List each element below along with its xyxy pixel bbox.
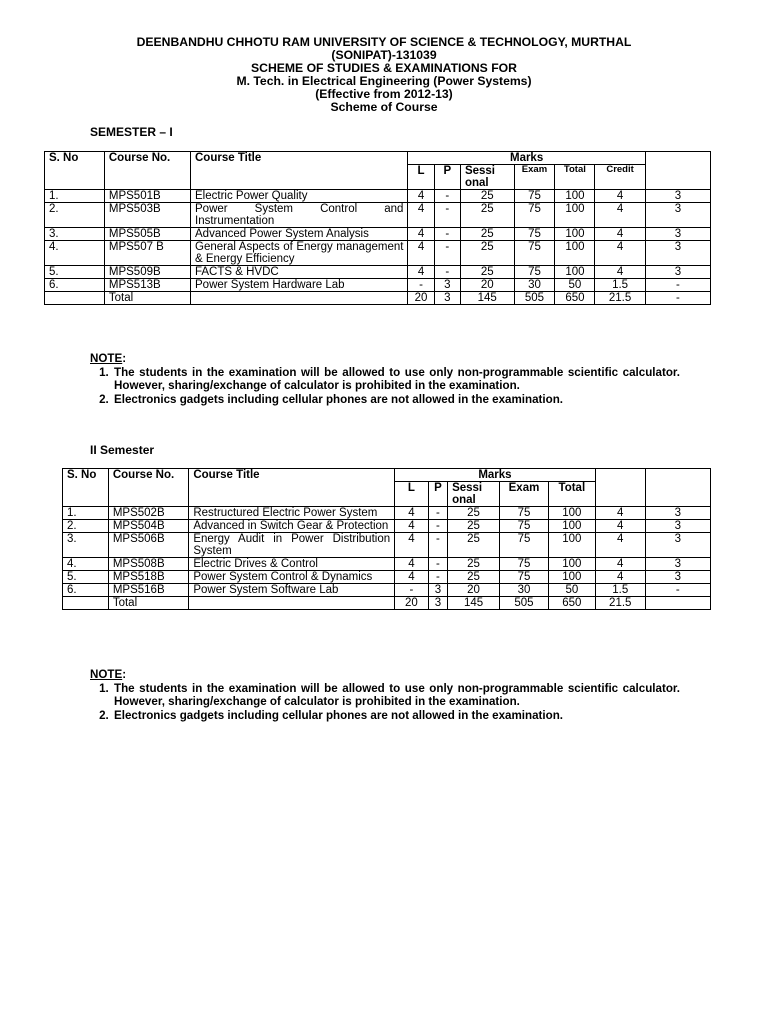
cell-duration: - — [645, 279, 710, 292]
cell-title: Advanced Power System Analysis — [191, 228, 408, 241]
cell-code: MPS509B — [104, 266, 190, 279]
col-sessional: Sessi onal — [460, 165, 514, 190]
cell-l: 4 — [395, 571, 429, 584]
cell-title: Electric Drives & Control — [189, 558, 395, 571]
cell-duration: 3 — [645, 507, 710, 520]
total-exam: 505 — [500, 597, 549, 610]
table-row — [45, 203, 711, 228]
cell-l: 4 — [408, 203, 434, 228]
scheme-of-course: Scheme of Course — [330, 100, 438, 114]
col-credit: Credit — [595, 165, 645, 190]
col-exam: Exam — [500, 482, 549, 507]
cell-duration: 3 — [645, 228, 710, 241]
cell-credit: 4 — [595, 571, 645, 584]
table-row — [63, 558, 711, 571]
cell-title: Power System Hardware Lab — [191, 279, 408, 292]
table-row — [63, 571, 711, 584]
cell-exam: 75 — [500, 571, 549, 584]
cell-credit: 4 — [595, 190, 645, 203]
cell-p: - — [434, 266, 460, 279]
empty-cell — [45, 292, 105, 305]
cell-total: 100 — [555, 228, 595, 241]
total-l: 20 — [395, 597, 429, 610]
cell-total: 100 — [548, 558, 595, 571]
cell-p: - — [434, 190, 460, 203]
total-sessional: 145 — [460, 292, 514, 305]
col-total: Total — [555, 165, 595, 190]
cell-exam: 75 — [514, 203, 555, 228]
cell-code: MPS503B — [104, 203, 190, 228]
cell-p: - — [434, 241, 460, 266]
table-row — [45, 266, 711, 279]
table-row — [45, 190, 711, 203]
total-p: 3 — [434, 292, 460, 305]
col-sessional: Sessi onal — [448, 482, 500, 507]
cell-code: MPS518B — [108, 571, 188, 584]
note-1-item-1: 1. The students in the examination will be allowed to use only non-programmable scientific calculator. However, sharing/exchange of calculator is prohibited in the examination. — [112, 366, 680, 393]
cell-title: Energy Audit in Power Distribution System — [189, 533, 395, 558]
cell-code: MPS513B — [104, 279, 190, 292]
cell-p: - — [428, 507, 447, 520]
cell-total: 50 — [548, 584, 595, 597]
empty-cell — [189, 597, 395, 610]
cell-title: Electric Power Quality — [191, 190, 408, 203]
cell-sessional: 25 — [448, 520, 500, 533]
cell-sno: 2. — [63, 520, 109, 533]
cell-exam: 75 — [514, 190, 555, 203]
total-duration: - — [645, 292, 710, 305]
cell-p: 3 — [434, 279, 460, 292]
cell-total: 100 — [555, 266, 595, 279]
col-l: L — [395, 482, 429, 507]
cell-credit: 4 — [595, 228, 645, 241]
cell-sessional: 25 — [460, 228, 514, 241]
note-1-heading: NOTE — [90, 352, 123, 365]
cell-l: 4 — [395, 507, 429, 520]
note-2-item-2: 2. Electronics gadgets including cellular phones are not allowed in the examination. — [112, 709, 680, 723]
cell-l: 4 — [408, 228, 434, 241]
total-credit: 21.5 — [595, 292, 645, 305]
semester-2-title: II Semester — [90, 443, 155, 457]
table-row — [63, 584, 711, 597]
col-total: Total — [548, 482, 595, 507]
cell-duration: 3 — [645, 190, 710, 203]
note-1-item-2: 2. Electronics gadgets including cellular phones are not allowed in the examination. — [112, 393, 680, 407]
col-sno: S. No — [63, 469, 109, 507]
total-row — [45, 292, 711, 305]
cell-sno: 4. — [63, 558, 109, 571]
cell-title: Power System Control and Instrumentation — [191, 203, 408, 228]
total-total: 650 — [548, 597, 595, 610]
cell-duration: - — [645, 584, 710, 597]
cell-sno: 5. — [45, 266, 105, 279]
cell-code: MPS501B — [104, 190, 190, 203]
col-sno: S. No — [45, 152, 105, 190]
cell-total: 100 — [555, 190, 595, 203]
cell-sessional: 25 — [448, 533, 500, 558]
cell-exam: 30 — [500, 584, 549, 597]
total-credit: 21.5 — [595, 597, 645, 610]
document-header — [0, 36, 768, 114]
cell-title: General Aspects of Energy management & Energy Efficiency — [191, 241, 408, 266]
cell-duration: 3 — [645, 241, 710, 266]
cell-exam: 75 — [500, 507, 549, 520]
cell-exam: 75 — [500, 533, 549, 558]
cell-l: - — [395, 584, 429, 597]
cell-credit: 4 — [595, 558, 645, 571]
cell-title: Restructured Electric Power System — [189, 507, 395, 520]
cell-credit: 1.5 — [595, 279, 645, 292]
university-location: (SONIPAT)-131039 — [331, 48, 437, 62]
cell-duration: 3 — [645, 533, 710, 558]
cell-l: - — [408, 279, 434, 292]
col-course-no: Course No. — [104, 152, 190, 190]
university-name: DEENBANDHU CHHOTU RAM UNIVERSITY OF SCIENCE & TECHNOLOGY, MURTHAL — [136, 35, 632, 49]
cell-exam: 75 — [500, 558, 549, 571]
cell-sno: 2. — [45, 203, 105, 228]
note-2 — [90, 668, 680, 722]
cell-l: 4 — [395, 520, 429, 533]
table-row — [45, 228, 711, 241]
total-sessional: 145 — [448, 597, 500, 610]
total-total: 650 — [555, 292, 595, 305]
total-exam: 505 — [514, 292, 555, 305]
total-duration — [645, 597, 710, 610]
cell-credit: 4 — [595, 266, 645, 279]
cell-l: 4 — [395, 558, 429, 571]
empty-cell — [63, 597, 109, 610]
cell-duration: 3 — [645, 558, 710, 571]
col-exam: Exam — [514, 165, 555, 190]
total-p: 3 — [428, 597, 447, 610]
cell-sessional: 20 — [460, 279, 514, 292]
cell-title: Power System Control & Dynamics — [189, 571, 395, 584]
table-header-row — [45, 152, 711, 165]
effective-date: (Effective from 2012-13) — [315, 87, 453, 101]
cell-credit: 4 — [595, 241, 645, 266]
cell-total: 100 — [555, 203, 595, 228]
col-marks: Marks — [395, 469, 596, 482]
cell-p: 3 — [428, 584, 447, 597]
total-label: Total — [108, 597, 188, 610]
cell-code: MPS507 B — [104, 241, 190, 266]
table-row — [63, 507, 711, 520]
note-2-colon: : — [122, 668, 127, 681]
cell-sno: 4. — [45, 241, 105, 266]
cell-exam: 75 — [500, 520, 549, 533]
empty-cell — [191, 292, 408, 305]
cell-credit: 4 — [595, 203, 645, 228]
cell-credit: 4 — [595, 520, 645, 533]
cell-l: 4 — [395, 533, 429, 558]
table-row — [45, 279, 711, 292]
cell-credit: 4 — [595, 533, 645, 558]
cell-total: 100 — [548, 520, 595, 533]
cell-total: 100 — [548, 571, 595, 584]
cell-l: 4 — [408, 190, 434, 203]
cell-p: - — [434, 228, 460, 241]
table-row — [63, 520, 711, 533]
col-marks: Marks — [408, 152, 645, 165]
note-2-heading: NOTE — [90, 668, 123, 681]
cell-l: 4 — [408, 266, 434, 279]
cell-total: 100 — [548, 507, 595, 520]
col-p: P — [428, 482, 447, 507]
cell-sessional: 25 — [448, 507, 500, 520]
cell-code: MPS506B — [108, 533, 188, 558]
semester-1-table — [44, 151, 711, 305]
cell-exam: 75 — [514, 266, 555, 279]
cell-credit: 1.5 — [595, 584, 645, 597]
cell-sno: 6. — [45, 279, 105, 292]
total-row — [63, 597, 711, 610]
col-p: P — [434, 165, 460, 190]
total-l: 20 — [408, 292, 434, 305]
cell-code: MPS502B — [108, 507, 188, 520]
cell-code: MPS508B — [108, 558, 188, 571]
cell-sessional: 25 — [460, 266, 514, 279]
cell-p: - — [428, 571, 447, 584]
program-name: M. Tech. in Electrical Engineering (Power Systems) — [236, 74, 532, 88]
cell-credit: 4 — [595, 507, 645, 520]
cell-duration: 3 — [645, 571, 710, 584]
note-2-item-1: 1. The students in the examination will be allowed to use only non-programmable scientific calculator. However, sharing/exchange of calculator is prohibited in the examination. — [112, 682, 680, 709]
cell-p: - — [428, 558, 447, 571]
cell-code: MPS504B — [108, 520, 188, 533]
cell-total: 50 — [555, 279, 595, 292]
cell-p: - — [434, 203, 460, 228]
cell-p: - — [428, 520, 447, 533]
semester-2-table — [62, 468, 711, 610]
cell-sno: 1. — [63, 507, 109, 520]
cell-duration: 3 — [645, 266, 710, 279]
cell-sno: 3. — [63, 533, 109, 558]
cell-sno: 5. — [63, 571, 109, 584]
cell-sno: 6. — [63, 584, 109, 597]
table-header-row — [63, 469, 711, 482]
cell-l: 4 — [408, 241, 434, 266]
col-course-title: Course Title — [191, 152, 408, 190]
semester-1-title: SEMESTER – I — [90, 125, 173, 139]
cell-sno: 1. — [45, 190, 105, 203]
cell-p: - — [428, 533, 447, 558]
col-course-no: Course No. — [108, 469, 188, 507]
table-row — [45, 241, 711, 266]
cell-code: MPS505B — [104, 228, 190, 241]
cell-sessional: 25 — [460, 203, 514, 228]
cell-title: Advanced in Switch Gear & Protection — [189, 520, 395, 533]
note-1-colon: : — [122, 352, 127, 365]
cell-duration: 3 — [645, 203, 710, 228]
cell-code: MPS516B — [108, 584, 188, 597]
cell-sessional: 25 — [448, 571, 500, 584]
cell-exam: 75 — [514, 228, 555, 241]
cell-exam: 30 — [514, 279, 555, 292]
cell-sessional: 25 — [448, 558, 500, 571]
cell-exam: 75 — [514, 241, 555, 266]
cell-sessional: 25 — [460, 190, 514, 203]
cell-sessional: 20 — [448, 584, 500, 597]
cell-sno: 3. — [45, 228, 105, 241]
cell-total: 100 — [555, 241, 595, 266]
note-1 — [90, 352, 680, 406]
table-row — [63, 533, 711, 558]
cell-sessional: 25 — [460, 241, 514, 266]
total-label: Total — [104, 292, 190, 305]
cell-title: Power System Software Lab — [189, 584, 395, 597]
cell-title: FACTS & HVDC — [191, 266, 408, 279]
col-l: L — [408, 165, 434, 190]
cell-duration: 3 — [645, 520, 710, 533]
col-course-title: Course Title — [189, 469, 395, 507]
cell-total: 100 — [548, 533, 595, 558]
scheme-heading: SCHEME OF STUDIES & EXAMINATIONS FOR — [251, 61, 517, 75]
